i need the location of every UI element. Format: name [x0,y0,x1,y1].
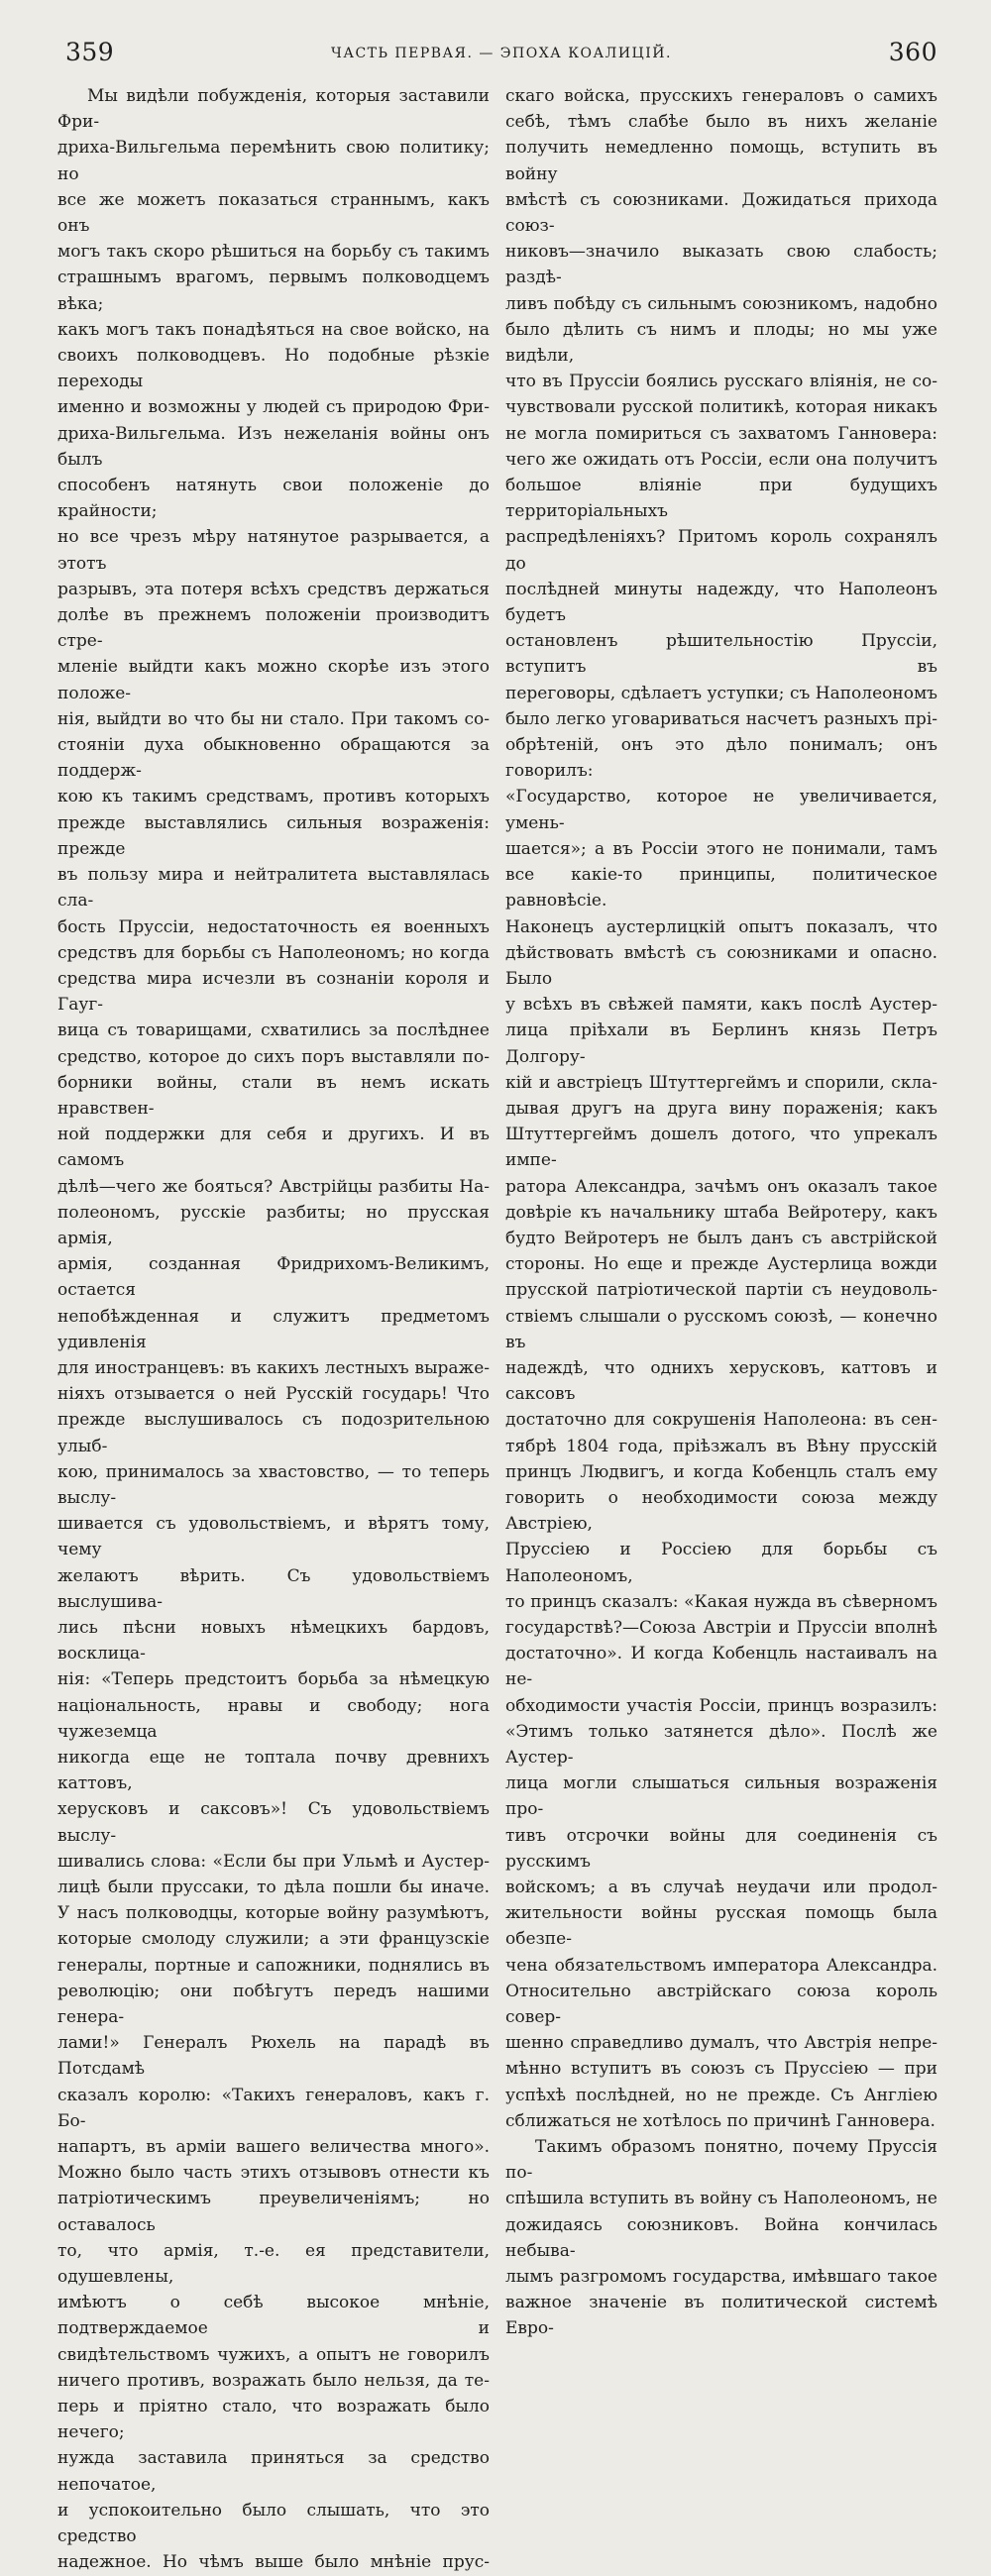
text-line: чена обязательствомъ императора Александра. [505,1955,937,1976]
text-line: У насъ полководцы, которые войну разумѣютъ, [57,1903,490,1924]
text-line: Можно было часть этихъ отзывовъ отнести къ [57,2163,490,2184]
text-line: дриха-Вильгельма перемѣнить свою политику; но [57,138,490,184]
text-line: напартъ, въ арміи вашего величества много». [57,2137,490,2158]
page-number-left: 359 [65,38,115,66]
text-line: никогда еще не топтала почву древнихъ каттовъ, [57,1748,490,1794]
text-line: которые смолоду служили; а эти французскіе [57,1929,490,1950]
text-line: шенно справедливо думалъ, что Австрія непре- [505,2033,937,2054]
left-column-text [57,83,490,2576]
text-line: прусской патріотической партіи съ неудоволь- [505,1280,937,1301]
text-line: дѣйствовать вмѣстѣ съ союзниками и опасно. Было [505,942,937,989]
running-title: ЧАСТЬ ПЕРВАЯ. — ЭПОХА КОАЛИЦІЙ. [331,46,672,61]
text-line: лись пѣсни новыхъ нѣмецкихъ бардовъ, восклица- [57,1617,490,1664]
text-line: ничего противъ, возражать было нельзя, да те- [57,2370,490,2391]
text-line: для иностранцевъ: въ какихъ лестныхъ выраже- [57,1357,490,1378]
text-line: у всѣхъ въ свѣжей памяти, какъ послѣ Аустер- [505,995,937,1016]
text-line: чувствовали русской политикѣ, которая никакъ [505,397,937,418]
text-line: Относительно австрійскаго союза король совер- [505,1981,937,2028]
text-line: скаго войска, прусскихъ генераловъ о самихъ [505,86,937,106]
text-line: войскомъ; а въ случаѣ неудачи или продол- [505,1878,937,1898]
text-line: довѣріе къ начальнику штаба Вейротеру, какъ [505,1202,937,1223]
text-line: дѣлѣ—чего же бояться? Австрійцы разбиты На- [57,1176,490,1197]
text-line: большое вліяніе при будущихъ территоріальныхъ [505,476,937,522]
text-line: все же можетъ показаться страннымъ, какъ онъ [57,189,490,237]
text-line: непобѣжденная и служитъ предметомъ удивленія [57,1306,490,1352]
text-line: надежное. Но чѣмъ выше было мнѣніе прус- [57,2552,490,2573]
text-line: лица могли слышаться сильныя возраженія про- [505,1773,937,1820]
text-line: разрывъ, эта потеря всѣхъ средствъ держаться [57,579,490,599]
text-line: тябрѣ 1804 года, пріѣзжалъ въ Вѣну прусскій [505,1436,937,1456]
text-line: распредѣленіяхъ? Притомъ король сохранялъ до [505,527,937,574]
text-line: важное значеніе въ политической системѣ Евро- [505,2293,937,2339]
text-line: Штуттергеймъ дошелъ дотого, что упрекалъ импе- [505,1125,937,1171]
text-line: дывая другъ на друга вину пораженія; какъ [505,1098,937,1119]
text-line: именно и возможны у людей съ природою Фри- [57,397,490,418]
text-line: шивается съ удовольствіемъ, и вѣрятъ тому, чему [57,1514,490,1560]
text-line: жительности войны русская помощь была обезпе- [505,1903,937,1950]
text-line: государствѣ?—Союза Австріи и Пруссіи вполнѣ [505,1617,937,1638]
text-line: переговоры, сдѣлаетъ уступки; съ Наполеономъ [505,683,937,703]
text-line: ной поддержки для себя и другихъ. И въ самомъ [57,1125,490,1171]
text-line: успѣхѣ послѣдней, но не прежде. Съ Англіею [505,2085,937,2105]
text-line: сказалъ королю: «Такихъ генераловъ, какъ г. Бо- [57,2085,490,2131]
text-line: патріотическимъ преувеличеніямъ; но оставалось [57,2189,490,2235]
text-line: «Этимъ только затянется дѣло». Послѣ же Аустер- [505,1721,937,1768]
text-line: что въ Пруссіи боялись русскаго вліянія, не со- [505,372,937,392]
text-line: нужда заставила приняться за средство непочатое, [57,2448,490,2495]
text-line: прежде выставлялись сильныя возраженія: прежде [57,812,490,859]
text-line: ствіемъ слышали о русскомъ союзѣ, — конечно въ [505,1306,937,1352]
text-line: Наконецъ аустерлицкій опытъ показалъ, что [505,916,937,937]
text-line: страшнымъ врагомъ, первымъ полководцемъ вѣка; [57,268,490,314]
text-line: то, что армія, т.-е. ея представители, одушевлены, [57,2240,490,2288]
text-line: обходимости участія Россіи, принцъ возразилъ: [505,1695,937,1716]
text-line: въ пользу мира и нейтралитета выставлялась сла- [57,865,490,912]
page-number-right: 360 [888,38,937,66]
text-line: чего же ожидать отъ Россіи, если она получитъ [505,449,937,470]
text-line: Мы видѣли побужденія, которыя заставили Фри- [57,86,490,133]
text-line: ливъ побѣду съ сильнымъ союзникомъ, надобно [505,293,937,314]
text-line: кій и австрiецъ Штуттергеймъ и спорили, скла- [505,1072,937,1093]
text-line: генералы, портные и сапожники, поднялись въ [57,1955,490,1976]
text-line: свидѣтельствомъ чужихъ, а опытъ не говорилъ [57,2344,490,2365]
text-line: кою къ такимъ средствамъ, противъ которыхъ [57,787,490,807]
text-line: прежде выслушивалось съ подозрительною улыб- [57,1410,490,1456]
text-line: средство, которое до сихъ поръ выставляли по- [57,1046,490,1067]
text-line: средства мира исчезли въ сознаніи короля и Гауг- [57,968,490,1016]
text-line: но все чрезъ мѣру натянутое разрывается, а этотъ [57,527,490,574]
text-line: стороны. Но еще и прежде Аустерлица вожди [505,1254,937,1275]
text-line: способенъ натянуть свои положеніе до крайности; [57,476,490,522]
text-line: обрѣтеній, онъ это дѣло понималъ; онъ говорилъ: [505,735,937,782]
text-line: дриха-Вильгельма. Изъ нежеланія войны онъ былъ [57,423,490,470]
text-line: національность, нравы и свободу; нога чужеземца [57,1695,490,1742]
text-line: нія, выйдти во что бы ни стало. При такомъ со- [57,708,490,729]
text-line: получить немедленно помощь, вступить въ войну [505,138,937,184]
right-column-text [505,83,937,2342]
text-line: революцію; они побѣгутъ передъ нашими генера- [57,1981,490,2028]
text-line: было легко уговариваться насчетъ разныхъ прі- [505,708,937,729]
text-line: достаточно». И когда Кобенцль настаивалъ на не- [505,1644,937,1690]
text-line: все какіе-то принципы, политическое равновѣсіе. [505,865,937,912]
text-line: остановленъ рѣшительностію Пруссіи, вступитъ въ [505,631,937,678]
text-line: и успокоительно было слышать, что это средство [57,2500,490,2547]
text-line: дожидаясь союзниковъ. Война кончилась небыва- [505,2214,937,2261]
text-line: кою, принималось за хвастовство, — то теперь выслу- [57,1461,490,1508]
text-line: херусковъ и саксовъ»! Съ удовольствіемъ выслу- [57,1799,490,1846]
text-line: сближаться не хотѣлось по причинѣ Ганновера. [505,2110,936,2131]
text-line: шивались слова: «Если бы при Ульмѣ и Аустер- [57,1851,490,1872]
text-line: какъ могъ такъ понадѣяться на свое войско, на [57,319,490,340]
page-header [65,38,937,77]
text-line: принцъ Людвигъ, и когда Кобенцль сталъ ему [505,1461,937,1482]
text-line: средствъ для борьбы съ Наполеономъ; но когда [57,942,490,963]
text-line: говорить о необходимости союза между Австріею, [505,1487,937,1535]
text-line: борники войны, стали въ немъ искать нравствен- [57,1072,490,1119]
text-line: стояніи духа обыкновенно обращаются за поддерж- [57,735,490,782]
text-line: ніяхъ отзывается о ней Русскій государь! Что [57,1384,490,1405]
text-line: себѣ, тѣмъ слабѣе было въ нихъ желаніе [505,112,937,133]
text-line: бость Пруссіи, недостаточность ея военныхъ [57,916,490,937]
text-line: долѣе въ прежнемъ положеніи производитъ стре- [57,605,490,652]
text-line: тивъ отсрочки войны для соединенія съ русскимъ [505,1825,937,1872]
text-line: было дѣлить съ нимъ и плоды; но мы уже видѣли, [505,319,937,367]
text-line: «Государство, которое не увеличивается, умень- [505,787,937,833]
text-line: полеономъ, русскіе разбиты; но прусская армія, [57,1202,490,1248]
text-line: лица пріѣхали въ Берлинъ князь Петръ Долгору- [505,1020,937,1067]
text-line: перь и пріятно стало, что возражать было нечего; [57,2397,490,2443]
text-line: Пруссіею и Россіею для борьбы съ Наполеономъ, [505,1540,937,1586]
text-line: имѣютъ о себѣ высокое мнѣніе, подтверждаемое и [57,2293,490,2339]
text-line: никовъ—значило выказать свою слабость; раздѣ- [505,242,937,288]
text-line: вица съ товарищами, схватились за послѣднее [57,1020,490,1041]
text-line: мленіе выйдти какъ можно скорѣе изъ этого положе- [57,657,490,703]
text-line: вмѣстѣ съ союзниками. Дожидаться прихода союз- [505,189,937,237]
text-line: не могла помириться съ захватомъ Ганновера: [505,423,937,444]
text-line: мѣнно вступитъ въ союзъ съ Пруссіею — при [505,2059,937,2080]
text-line: то принцъ сказалъ: «Какая нужда въ сѣверномъ [505,1591,937,1612]
text-line: Такимъ образомъ понятно, почему Пруссія по- [505,2137,937,2184]
text-line: желаютъ вѣрить. Съ удовольствіемъ выслушива- [57,1565,490,1612]
text-line: могъ такъ скоро рѣшиться на борьбу съ такимъ [57,242,490,263]
text-line: ратора Александра, зачѣмъ онъ оказалъ такое [505,1176,937,1197]
text-line: спѣшила вступить въ войну съ Наполеономъ, не [505,2189,937,2209]
text-line: армія, созданная Фридрихомъ-Великимъ, остается [57,1254,490,1301]
text-line: послѣдней минуты надежду, что Наполеонъ будетъ [505,579,937,626]
text-line: лымъ разгромомъ государства, имѣвшаго такое [505,2267,937,2288]
text-line: будто Вейротеръ не былъ данъ съ австрійской [505,1228,937,1248]
text-line: надеждѣ, что однихъ херусковъ, каттовъ и саксовъ [505,1357,937,1405]
text-line: нія: «Теперь предстоитъ борьба за нѣмецкую [57,1669,490,1690]
text-line: лицѣ были пруссаки, то дѣла пошли бы иначе. [57,1878,490,1898]
text-line: лами!» Генералъ Рюхель на парадѣ въ Потсдамѣ [57,2033,490,2080]
text-line: достаточно для сокрушенія Наполеона: въ сен- [505,1410,937,1431]
text-line: своихъ полководцевъ. Но подобные рѣзкіе переходы [57,346,490,392]
text-line: шается»; а въ Россіи этого не понимали, тамъ [505,838,937,859]
